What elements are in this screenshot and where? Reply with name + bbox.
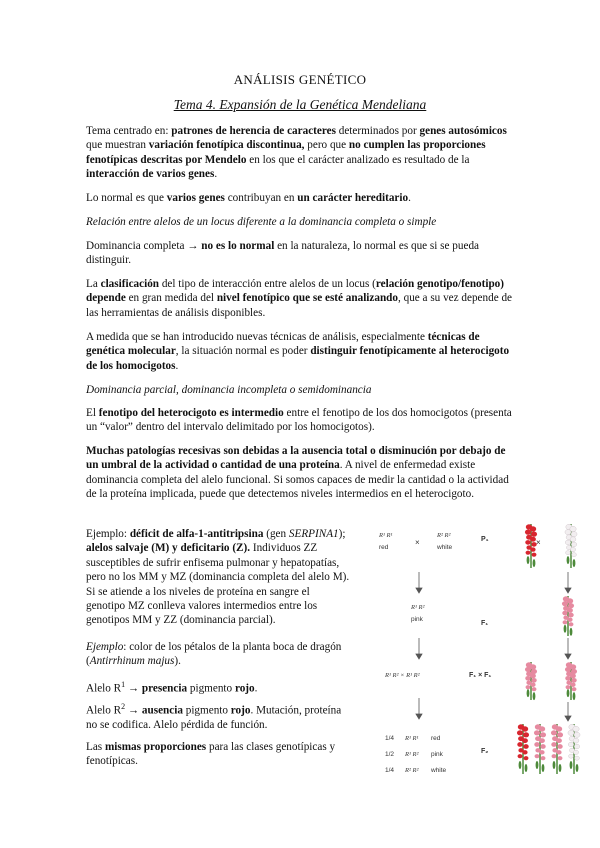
section-heading-parcial: Dominancia parcial, dominancia incompleta o semidominancia	[86, 384, 372, 396]
bold-text: relación genotipo/fenotipo)	[375, 278, 505, 290]
f1-genotype: R¹ R²	[411, 604, 425, 611]
bold-text: distinguir fenotípicamente al heterocigoto de los homocigotos	[86, 345, 510, 372]
text: pero que	[304, 139, 349, 152]
arrow-head-icon	[416, 714, 422, 719]
p-right-phenotype: white	[437, 544, 453, 551]
generation-label-f2: F₂	[481, 748, 489, 755]
paragraph-mismas-proporciones	[86, 740, 351, 769]
superscript: 1	[121, 680, 126, 689]
text: );	[338, 528, 346, 540]
bold-text: genes autosómicos	[419, 125, 507, 137]
bold-text: rojo	[230, 704, 251, 717]
section-heading-relacion: Relación entre alelos de un locus diferente a la dominancia completa o simple	[86, 216, 437, 228]
bold-text: técnicas de genética molecular	[86, 331, 480, 358]
text: El	[86, 407, 99, 419]
text: del tipo de interacción entre alelos de un locus (	[159, 278, 376, 290]
text: en los que el carácter analizado es resultado de la	[246, 153, 470, 166]
text: →	[125, 704, 142, 717]
text: Lo normal es que	[86, 192, 167, 204]
text: entre el fenotipo de los dos homocigotos (presenta un “valor” dentro del intervalo delimitado por los homocigotos).	[86, 407, 512, 434]
white-flower-spike	[565, 524, 577, 568]
bold-text: ausencia	[141, 704, 183, 717]
f1-phenotype: pink	[411, 616, 423, 623]
text: Ejemplo:	[86, 528, 130, 540]
text: en la naturaleza, lo normal es que si se pueda distinguir.	[86, 240, 480, 267]
text: .	[214, 168, 218, 181]
text: →	[125, 682, 142, 695]
paragraph-patologias	[86, 444, 514, 502]
bold-text: déficit de alfa-1-antitripsina	[129, 528, 264, 540]
f2-genotype: R² R²	[405, 767, 419, 774]
text: La	[86, 278, 101, 290]
generation-label-f1: F₁	[481, 620, 489, 627]
paragraph-dominancia	[86, 239, 514, 268]
page-subtitle: Tema 4. Expansión de la Genética Mendeliana	[173, 97, 427, 112]
pink-flower-spike	[525, 662, 537, 700]
text: .	[175, 359, 179, 372]
f2-genotype: R¹ R¹	[405, 735, 419, 742]
text: en gran medida del	[125, 292, 217, 305]
f2-flower-spike	[568, 724, 580, 774]
text: ).	[174, 655, 181, 668]
superscript: 2	[121, 702, 126, 711]
text: contribuyan en	[224, 192, 298, 204]
snapdragon-cross-figure	[371, 520, 597, 780]
f1-cross-genotypes: R¹ R² × R¹ R²	[385, 672, 420, 679]
bold-text: Muchas patologías recesivas son debidas a la ausencia total o disminución por debajo de un umbral de la actividad o cantidad de una proteína	[86, 445, 506, 472]
paragraph-alelo-r1	[86, 678, 351, 696]
bold-text: varios genes	[166, 192, 225, 204]
paragraph-ejemplo	[86, 527, 351, 628]
bold-text: clasificación	[100, 278, 160, 290]
bold-text: nivel fenotípico que se esté analizando	[216, 292, 399, 305]
text: Las	[86, 741, 105, 753]
arrow-head-icon	[416, 654, 422, 659]
f2-phenotype: pink	[431, 751, 443, 758]
bold-text: depende	[86, 292, 126, 305]
paragraph-alelo-r2	[86, 700, 351, 733]
text: : color de los pétalos de la planta boca de dragón (	[86, 641, 342, 668]
text: (gen	[263, 528, 289, 540]
f2-ratio: 1/4	[385, 735, 395, 742]
text: que muestran	[86, 139, 149, 152]
text: para las clases genotípicas y fenotípicas.	[86, 741, 336, 768]
bold-text: variación fenotípica discontinua,	[148, 139, 305, 152]
generation-label-p1: P₁	[481, 536, 489, 543]
paragraph-clasificacion	[86, 277, 514, 320]
bold-text: no es lo normal	[201, 240, 275, 252]
arrow-head-icon	[565, 588, 571, 593]
f2-flower-spike	[534, 724, 546, 774]
text: Alelo R	[86, 704, 122, 717]
text: . A nivel de enfermedad existe dominancia completa del alelo funcional. Si somos capaces de medir la cantidad o la actividad de la proteína implicada, puede que detectemos niveles intermedios en el heterocigoto.	[86, 459, 509, 501]
text: pigmento	[182, 704, 231, 717]
bold-text: presencia	[141, 682, 188, 695]
bold-text: interacción de varios genes	[86, 168, 215, 181]
paragraph-fenotipo	[86, 406, 514, 435]
bold-text: fenotipo del heterocigoto es intermedio	[98, 407, 284, 419]
text: pigmento	[187, 682, 235, 695]
f2-flower-spike	[551, 724, 563, 774]
bold-text: no cumplen las proporciones fenotípicas descritas por Mendelo	[86, 139, 486, 166]
text: A medida que se han introducido nuevas técnicas de análisis, especialmente	[86, 331, 428, 343]
paragraph-medida	[86, 330, 514, 373]
p-right-genotype: R² R²	[437, 532, 451, 539]
paragraph-normal	[86, 191, 514, 205]
f2-flower-spike	[517, 724, 529, 774]
paragraph-intro	[86, 124, 514, 182]
bold-text: alelos salvaje (M) y deficitario (Z).	[86, 542, 251, 555]
page-title: ANÁLISIS GENÉTICO	[233, 72, 367, 87]
bold-text: rojo	[234, 682, 255, 695]
italic-text: SERPINA1	[288, 528, 339, 540]
text: Individuos ZZ susceptibles de sufrir enfisema pulmonar y hepatopatías, pero no los MM y MZ (dominancia completa del alelo M). Si se atiende a los niveles de proteína en sangre el genotipo MZ conlleva valores intermedios entre los genotipos MM y ZZ (dominancia parcial).	[86, 542, 350, 627]
text: Dominancia completa →	[86, 240, 202, 252]
f2-genotype: R¹ R²	[405, 751, 419, 758]
arrow-head-icon	[565, 654, 571, 659]
text: , que a su vez depende de las herramientas de análisis disponibles.	[86, 292, 513, 319]
text: Alelo R	[86, 682, 122, 695]
pink-flower-spike	[562, 596, 574, 636]
f2-ratio: 1/2	[385, 751, 395, 758]
f2-phenotype: white	[431, 767, 447, 774]
text: .	[408, 192, 411, 204]
pink-flower-spike	[565, 662, 577, 700]
p-left-genotype: R¹ R¹	[379, 532, 393, 539]
text: determinados por	[335, 125, 420, 137]
arrow-head-icon	[416, 588, 422, 593]
text: Tema centrado en:	[86, 125, 172, 137]
text: . Mutación, proteína no se codifica. Alelo pérdida de función.	[86, 704, 342, 732]
italic-text: Antirrhinum majus	[89, 655, 175, 668]
bold-text: un carácter hereditario	[297, 192, 409, 204]
paragraph-ejemplo-antirrhinum	[86, 640, 351, 669]
f2-phenotype: red	[431, 735, 441, 742]
text: .	[254, 682, 258, 695]
p-left-phenotype: red	[379, 544, 389, 551]
italic-text: Ejemplo	[86, 641, 124, 653]
f2-ratio: 1/4	[385, 767, 395, 774]
cross-symbol: ×	[415, 538, 420, 547]
arrow-head-icon	[565, 716, 571, 721]
text: , la situación normal es poder	[175, 345, 311, 358]
cross-symbol-right: ×	[536, 538, 541, 547]
bold-text: mismas proporciones	[104, 741, 207, 753]
generation-label-f1xf1: F₁ × F₁	[469, 672, 492, 679]
bold-text: patrones de herencia de caracteres	[171, 125, 336, 137]
